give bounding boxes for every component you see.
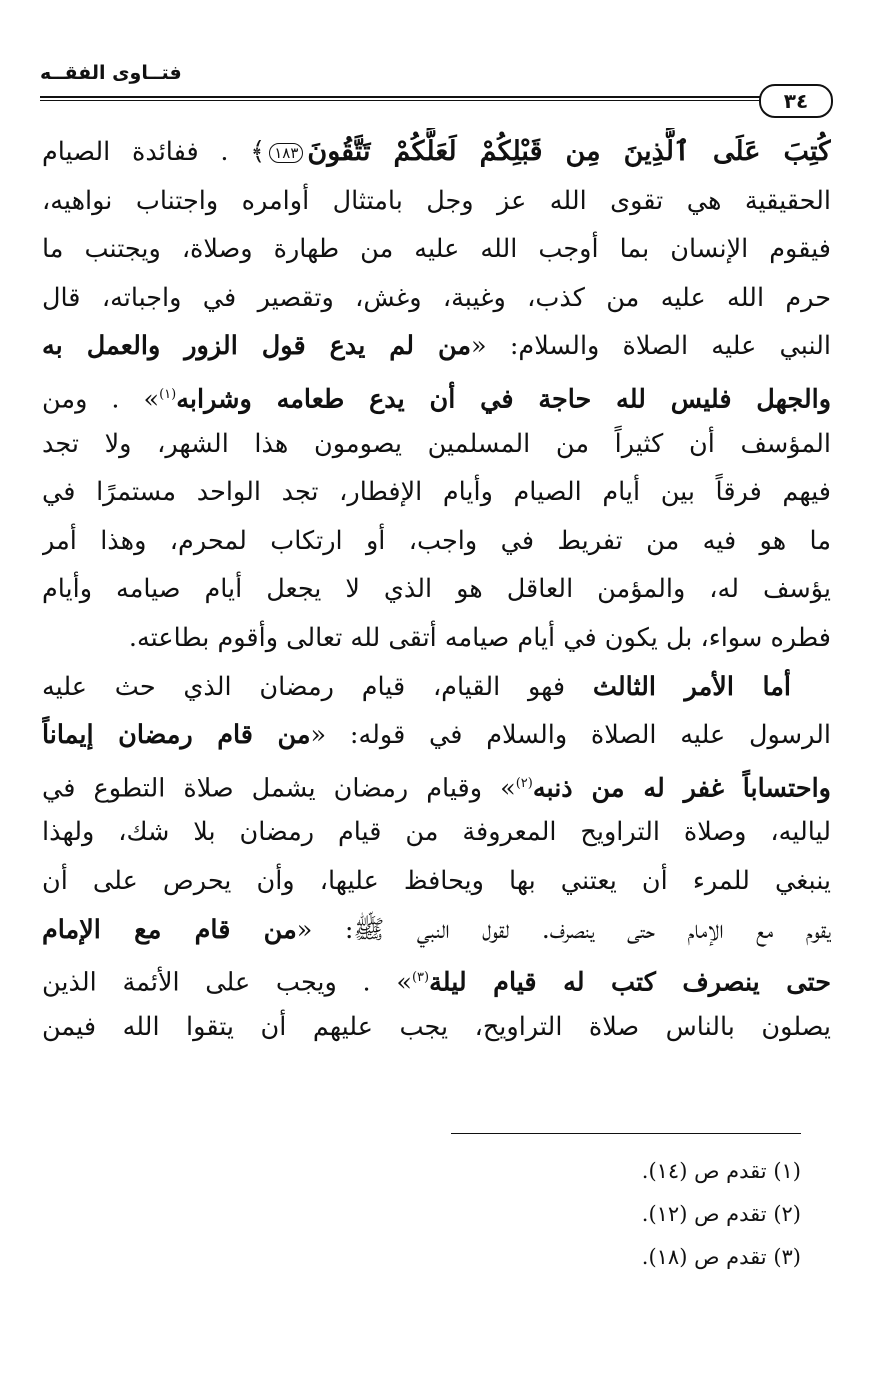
hadith-text: واحتساباً غفر له من ذنبه bbox=[532, 773, 831, 804]
main-text bbox=[42, 128, 831, 1051]
text-segment: » . ويجب على الأئمة الذين bbox=[42, 967, 412, 998]
section-heading: أما الأمر الثالث bbox=[592, 671, 791, 702]
hadith-text: من قام مع الإمام bbox=[42, 914, 297, 945]
text-segment: الرسول عليه الصلاة والسلام في قوله: « bbox=[310, 720, 831, 751]
text-segment: فهو القيام، قيام رمضان الذي حث عليه bbox=[42, 671, 593, 702]
footnote-ref: (٢) bbox=[515, 775, 533, 791]
footnote-ref: (٣) bbox=[411, 970, 430, 986]
text-line bbox=[42, 371, 831, 420]
page-number-badge: ٣٤ bbox=[759, 84, 833, 118]
text-line bbox=[42, 760, 831, 809]
text-line bbox=[42, 322, 831, 371]
running-header-title: فتــاوى الفقــه bbox=[40, 62, 182, 84]
text-line: يؤسف له، والمؤمن العاقل هو الذي لا يجعل أيام صيامه وأيام bbox=[42, 574, 831, 605]
footnote-separator bbox=[451, 1133, 801, 1134]
text-line bbox=[42, 711, 831, 760]
header-rule bbox=[40, 96, 778, 101]
ayah-number: ١٨٣ bbox=[269, 143, 303, 163]
hadith-text: حتى ينصرف كتب له قيام ليلة bbox=[429, 967, 831, 998]
text-line: يصلون بالناس صلاة التراويح، يجب عليهم أن يتقوا الله فيمن bbox=[42, 1011, 831, 1042]
hadith-text: من لم يدع قول الزور والعمل به bbox=[42, 331, 472, 362]
footnote: (٢) تقدم ص (١٢). bbox=[641, 1202, 801, 1226]
text-line: الحقيقية هي تقوى الله عز وجل بامتثال أوامره واجتناب نواهيه، bbox=[42, 185, 831, 216]
text-line: ما هو فيه من تفريط في واجب، أو ارتكاب لمحرم، وهذا أمر bbox=[42, 525, 831, 556]
text-line: فيقوم الإنسان بما أوجب الله عليه من طهارة وصلاة، ويجتنب ما bbox=[42, 234, 831, 265]
footnote-ref: (١) bbox=[159, 386, 177, 402]
text-segment: النبي عليه الصلاة والسلام: « bbox=[471, 331, 831, 362]
footnotes bbox=[642, 1150, 801, 1279]
text-line: حرم الله عليه من كذب، وغيبة، وغش، وتقصير في واجباته، قال bbox=[42, 282, 831, 313]
hadith-text: والجهل فليس لله حاجة في أن يدع طعامه وشرابه bbox=[176, 384, 831, 415]
text-line bbox=[42, 906, 831, 955]
text-segment: يقوم مع الإمام حتى ينصرف. لقول النبي ﷺ: « bbox=[296, 914, 831, 945]
footnote: (١) تقدم ص (١٤). bbox=[641, 1159, 801, 1183]
quran-verse: كُتِبَ عَلَى ٱلَّذِينَ مِن قَبْلِكُمْ لَعَلَّكُمْ تَتَّقُونَ bbox=[307, 136, 831, 167]
text-line: لياليه، وصلاة التراويح المعروفة من قيام رمضان بلا شك، ولهذا bbox=[42, 817, 831, 848]
text-line: المؤسف أن كثيراً من المسلمين يصومون هذا الشهر، ولا تجد bbox=[42, 428, 831, 459]
text-line: ينبغي للمرء أن يعتني بها ويحافظ عليها، وأن يحرص على أن bbox=[42, 865, 831, 896]
text-line: فطره سواء، بل يكون في أيام صيامه أتقى لله تعالى وأقوم بطاعته. bbox=[128, 622, 831, 653]
text-line bbox=[42, 663, 831, 712]
text-line: فيهم فرقاً بين أيام الصيام وأيام الإفطار، تجد الواحد مستمرًا في bbox=[42, 477, 831, 508]
footnote: (٣) تقدم ص (١٨). bbox=[641, 1245, 801, 1269]
hadith-text: من قام رمضان إيماناً bbox=[42, 720, 311, 751]
text-line bbox=[42, 128, 831, 177]
text-line bbox=[42, 954, 831, 1003]
text-segment: ﴾ . ففائدة الصيام bbox=[42, 137, 266, 167]
text-segment: » . ومن bbox=[42, 384, 160, 415]
text-segment: » وقيام رمضان يشمل صلاة التطوع في bbox=[42, 773, 516, 804]
